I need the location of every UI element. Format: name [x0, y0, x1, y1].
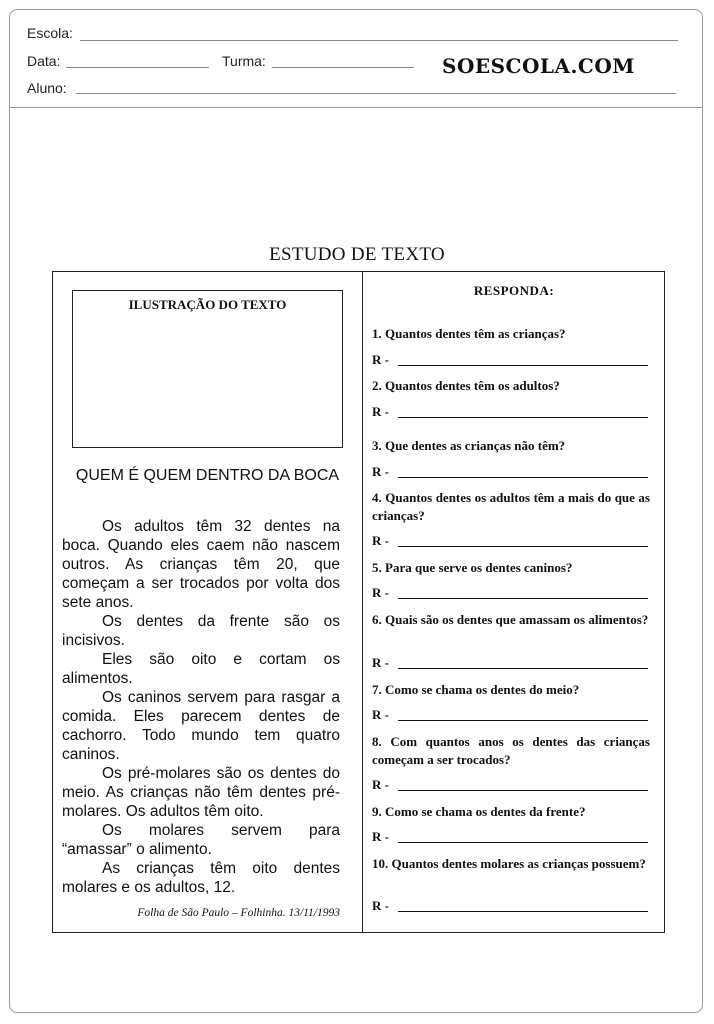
turma-field[interactable]: [272, 67, 414, 68]
answer-line-7[interactable]: [398, 720, 648, 721]
answer-label: R -: [372, 533, 389, 548]
question-1: 1. Quantos dentes têm as crianças?: [372, 326, 566, 341]
answer-label: R -: [372, 707, 389, 722]
answer-line-2[interactable]: [398, 417, 648, 418]
data-field[interactable]: [66, 67, 209, 68]
answer-label: R -: [372, 352, 389, 367]
question-6: 6. Quais são os dentes que amassam os alimentos?: [372, 612, 649, 627]
answer-line-6[interactable]: [398, 668, 648, 669]
question-7: 7. Como se chama os dentes do meio?: [372, 682, 580, 697]
question-4: 4. Quantos dentes os adultos têm a mais do que as crianças?: [372, 490, 650, 523]
answer-line-8[interactable]: [398, 790, 648, 791]
text-paragraph: As crianças têm oito dentes molares e os adultos, 12.: [62, 860, 340, 896]
answer-label: R -: [372, 464, 389, 479]
answer-label: R -: [372, 829, 389, 844]
turma-label: Turma:: [222, 53, 266, 69]
aluno-field[interactable]: [76, 93, 676, 94]
question-10: 10. Quantos dentes molares as crianças possuem?: [372, 856, 646, 871]
text-paragraph: Eles são oito e cortam os alimentos.: [62, 651, 340, 687]
question-9: 9. Como se chama os dentes da frente?: [372, 804, 586, 819]
data-label: Data:: [27, 53, 61, 69]
answer-label: R -: [372, 777, 389, 792]
answer-label: R -: [372, 585, 389, 600]
column-divider: [362, 271, 363, 933]
text-paragraph: Os pré-molares são os dentes do meio. As crianças não têm dentes pré-molares. Os adultos têm oito.: [62, 765, 340, 820]
question-3: 3. Que dentes as crianças não têm?: [372, 438, 566, 453]
question-5: 5. Para que serve os dentes caninos?: [372, 560, 573, 575]
answer-line-10[interactable]: [398, 911, 648, 912]
escola-field[interactable]: [80, 40, 678, 41]
page-title: ESTUDO DE TEXTO: [269, 244, 445, 265]
text-paragraph: Os caninos servem para rasgar a comida. Eles parecem dentes de cachorro. Todo mundo tem quatro caninos.: [62, 689, 340, 763]
escola-label: Escola:: [27, 25, 73, 41]
text-paragraph: Os molares servem para “amassar” o alimento.: [62, 822, 340, 858]
source-citation: Folha de São Paulo – Folhinha. 13/11/1993: [137, 907, 340, 919]
text-title: QUEM É QUEM DENTRO DA BOCA: [75, 467, 340, 484]
question-2: 2. Quantos dentes têm os adultos?: [372, 378, 560, 393]
answer-line-3[interactable]: [398, 477, 648, 478]
illustration-label: ILUSTRAÇÃO DO TEXTO: [128, 297, 287, 312]
brand-logo-text: SOESCOLA.COM: [442, 54, 635, 78]
text-paragraph: Os adultos têm 32 dentes na boca. Quando eles caem não nascem outros. As crianças têm 20, que começam a ser trocados por volta dos sete anos.: [62, 518, 340, 611]
answer-line-5[interactable]: [398, 598, 648, 599]
answer-line-1[interactable]: [398, 365, 648, 366]
answer-label: R -: [372, 404, 389, 419]
answer-label: R -: [372, 898, 389, 913]
answer-line-9[interactable]: [398, 842, 648, 843]
responda-heading: RESPONDA:: [473, 283, 555, 298]
text-paragraph: Os dentes da frente são os incisivos.: [62, 613, 340, 649]
illustration-box[interactable]: [72, 290, 343, 448]
answer-line-4[interactable]: [398, 546, 648, 547]
aluno-label: Aluno:: [27, 80, 67, 96]
question-8: 8. Com quantos anos os dentes das crianças começam a ser trocados?: [372, 734, 650, 767]
header-divider: [10, 107, 702, 108]
answer-label: R -: [372, 655, 389, 670]
